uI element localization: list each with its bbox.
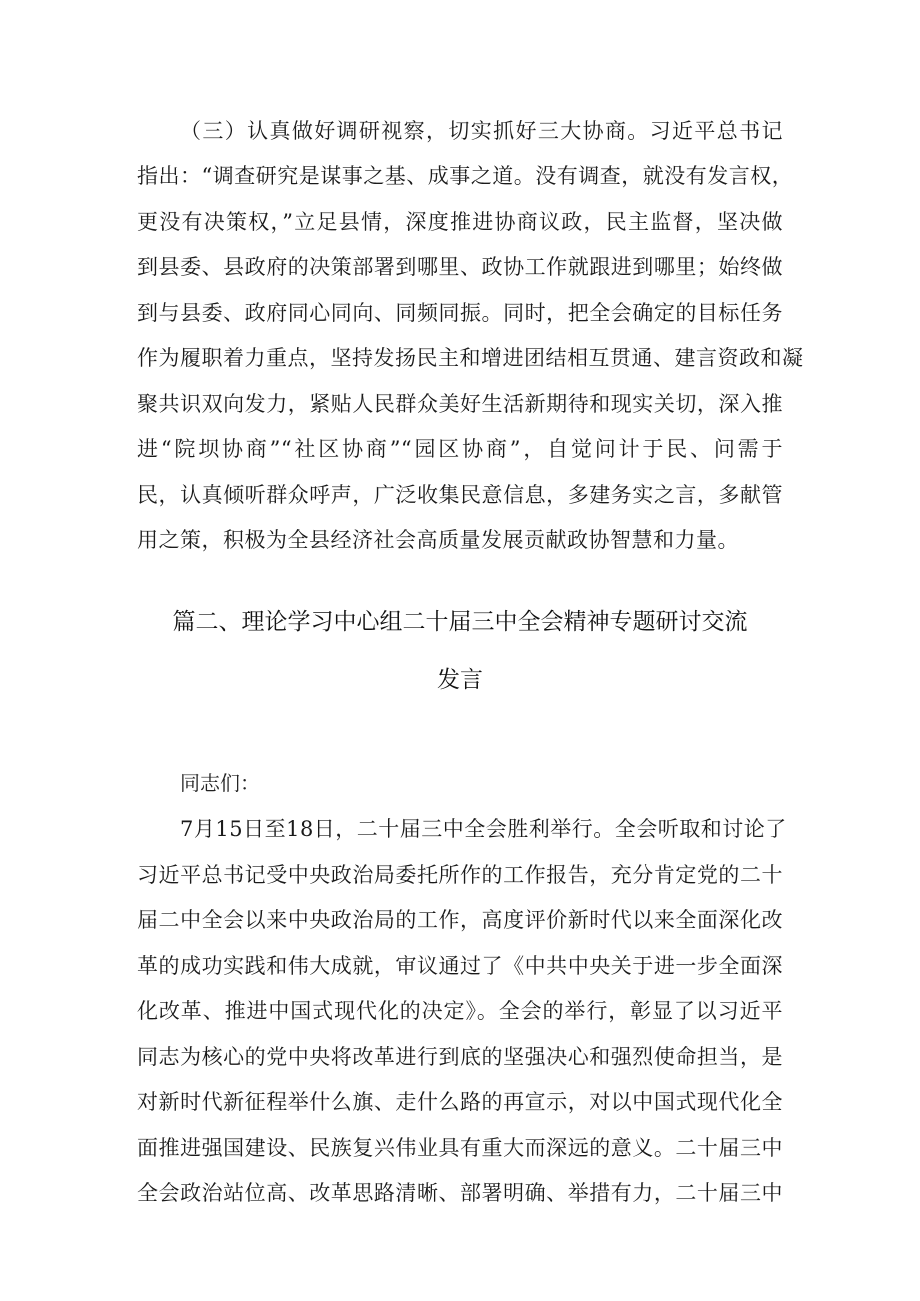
- paragraph-line: 进“院坝协商”“社区协商”“园区协商”，自觉问计于民、问需于: [137, 437, 783, 461]
- paragraph-line: 革的成功实践和伟大成就，审议通过了《中共中央关于进一步全面深: [137, 954, 783, 978]
- section-heading-line-2: 发言: [437, 667, 483, 693]
- paragraph-line: 届二中全会以来中央政治局的工作，高度评价新时代以来全面深化改: [137, 908, 783, 932]
- paragraph-line: 7月15日至18日，二十届三中全会胜利举行。全会听取和讨论了: [180, 817, 787, 841]
- paragraph-line: 化改革、推进中国式现代化的决定》。全会的举行，彰显了以习近平: [137, 999, 783, 1023]
- paragraph-line: （三）认真做好调研视察，切实抓好三大协商。习近平总书记: [180, 119, 783, 143]
- paragraph-line: 对新时代新征程举什么旗、走什么路的再宣示，对以中国式现代化全: [137, 1090, 783, 1114]
- paragraph-line: 民，认真倾听群众呼声，广泛收集民意信息，多建务实之言，多献管: [137, 483, 783, 507]
- salutation: 同志们：: [180, 771, 260, 795]
- paragraph-line: 习近平总书记受中央政治局委托所作的工作报告，充分肯定党的二十: [137, 863, 783, 887]
- paragraph-line: 更没有决策权，”立足县情，深度推进协商议政，民主监督，坚决做: [137, 210, 783, 234]
- paragraph-line: 聚共识双向发力，紧贴人民群众美好生活新期待和现实关切，深入推: [137, 392, 783, 416]
- paragraph-line: 指出：“调查研究是谋事之基、成事之道。没有调查，就没有发言权，: [137, 164, 794, 188]
- paragraph-line: 用之策，积极为全县经济社会高质量发展贡献政协智慧和力量。: [137, 528, 739, 552]
- section-heading-line-1: 篇二、理论学习中心组二十届三中全会精神专题研讨交流: [172, 609, 748, 635]
- paragraph-line: 全会政治站位高、改革思路清晰、部署明确、举措有力，二十届三中: [137, 1181, 783, 1205]
- paragraph-line: 到县委、县政府的决策部署到哪里、政协工作就跟进到哪里；始终做: [137, 255, 783, 279]
- paragraph-line: 面推进强国建设、民族复兴伟业具有重大而深远的意义。二十届三中: [137, 1136, 783, 1160]
- paragraph-line: 作为履职着力重点，坚持发扬民主和增进团结相互贯通、建言资政和凝: [137, 346, 804, 370]
- paragraph-line: 到与县委、政府同心同向、同频同振。同时，把全会确定的目标任务: [137, 301, 783, 325]
- paragraph-line: 同志为核心的党中央将改革进行到底的坚强决心和强烈使命担当，是: [137, 1045, 783, 1069]
